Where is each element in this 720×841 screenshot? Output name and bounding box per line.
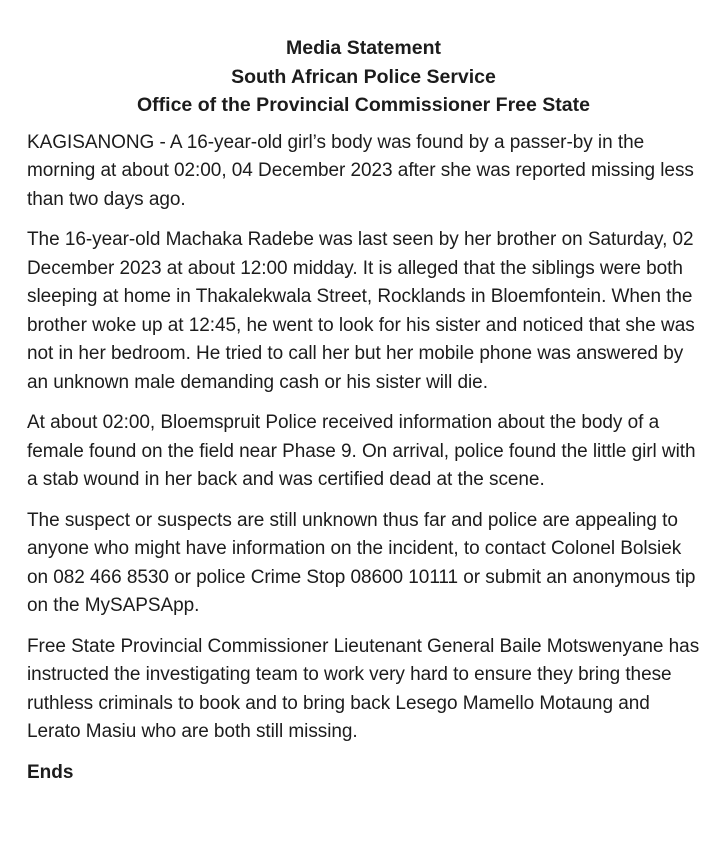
header-title: Media Statement — [286, 37, 441, 59]
paragraph-last-seen: The 16-year-old Machaka Radebe was last seen by her brother on Saturday, 02 December 2023 at about 12:00 midday. It is alleged that the siblings were both sleeping at home in Thakalekwala Street, Rocklands in Bloemfontein. When the brother woke up at 12:45, he went to look for his sister and noticed that she was not in her bedroom. He tried to call her but her mobile phone was answered by an unknown male demanding cash or his sister will die. — [27, 229, 695, 393]
paragraph-intro: KAGISANONG - A 16-year-old girl’s body was found by a passer-by in the morning at about 02:00, 04 December 2023 after she was reported missing less than two days ago. — [27, 131, 694, 210]
statement-ends: Ends — [27, 761, 74, 783]
header-office: Office of the Provincial Commissioner Free State — [137, 94, 590, 116]
statement-header — [27, 34, 700, 120]
header-organization: South African Police Service — [231, 65, 496, 88]
paragraph-commissioner: Free State Provincial Commissioner Lieutenant General Baile Motswenyane has instructed the investigating team to work very hard to ensure they bring these ruthless criminals to book and to bring back Lesego Mamello Motaung and Lerato Masiu who are both still missing. — [27, 635, 700, 742]
paragraph-body-found: At about 02:00, Bloemspruit Police received information about the body of a female found on the field near Phase 9. On arrival, police found the little girl with a stab wound in her back and was certified dead at the scene. — [27, 412, 696, 490]
paragraph-appeal: The suspect or suspects are still unknown thus far and police are appealing to anyone who might have information on the incident, to contact Colonel Bolsiek on 082 466 8530 or police Crime Stop 08600 10111 or submit an anonymous tip on the MySAPSApp. — [27, 509, 696, 616]
